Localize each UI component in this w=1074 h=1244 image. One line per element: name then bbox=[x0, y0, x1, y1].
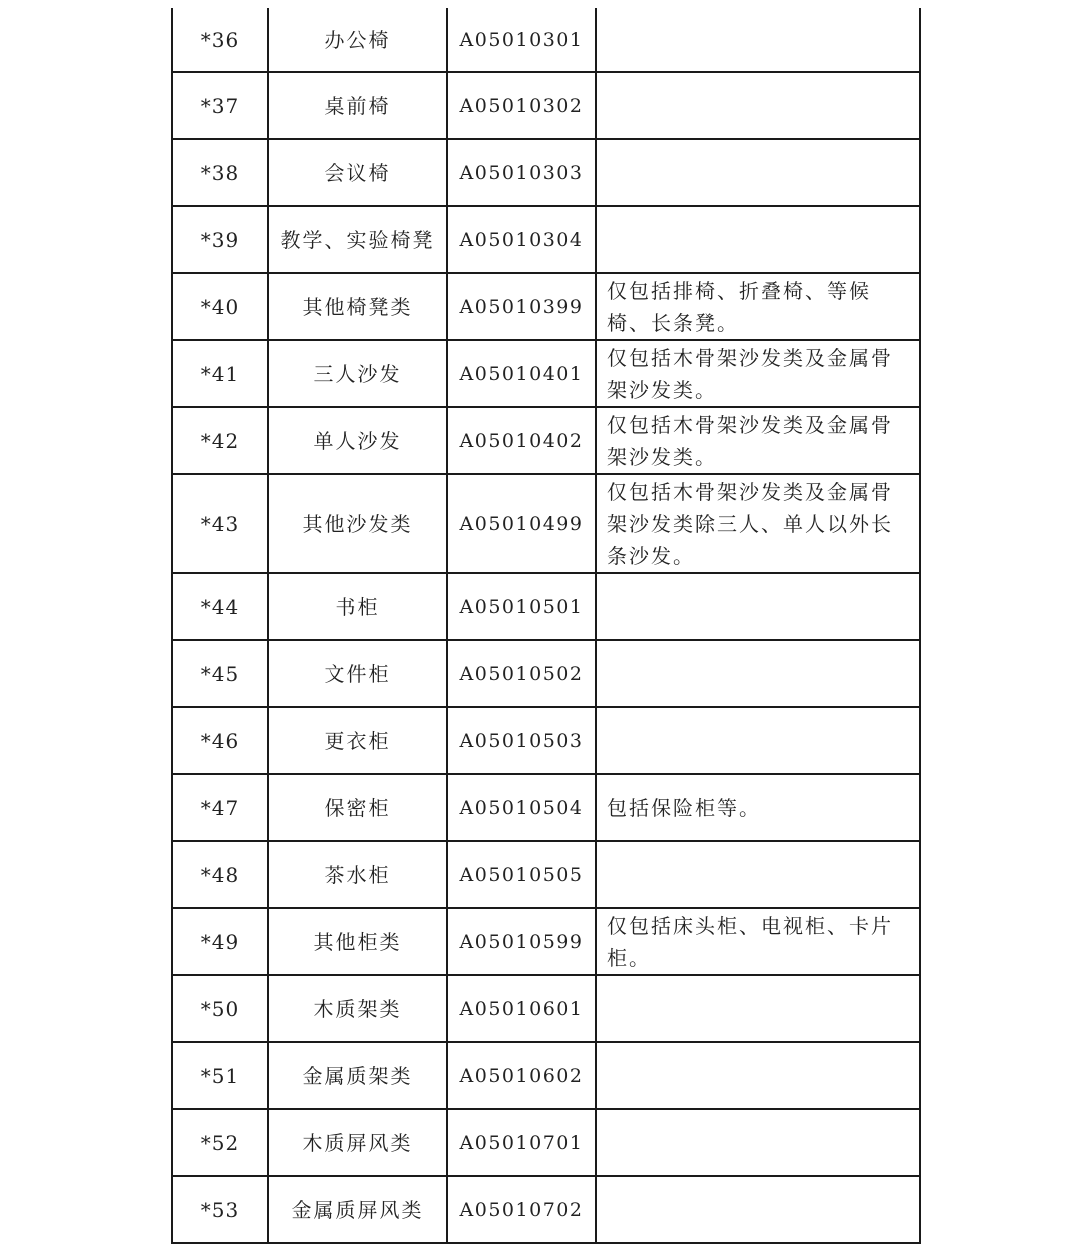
item-note bbox=[596, 139, 920, 206]
item-code: A05010702 bbox=[447, 1176, 596, 1243]
item-note bbox=[596, 841, 920, 908]
item-name: 更衣柜 bbox=[268, 707, 447, 774]
item-name: 木质架类 bbox=[268, 975, 447, 1042]
table-row bbox=[172, 72, 920, 139]
item-number: *36 bbox=[172, 8, 268, 72]
item-name: 其他沙发类 bbox=[268, 474, 447, 573]
table-row bbox=[172, 707, 920, 774]
table-row bbox=[172, 474, 920, 573]
item-name: 桌前椅 bbox=[268, 72, 447, 139]
item-note: 仅包括床头柜、电视柜、卡片柜。 bbox=[596, 908, 920, 975]
item-number: *51 bbox=[172, 1042, 268, 1109]
catalog-table bbox=[171, 8, 921, 1244]
item-name: 书柜 bbox=[268, 573, 447, 640]
item-name: 文件柜 bbox=[268, 640, 447, 707]
item-code: A05010501 bbox=[447, 573, 596, 640]
table-row bbox=[172, 841, 920, 908]
item-number: *50 bbox=[172, 975, 268, 1042]
item-name: 其他椅凳类 bbox=[268, 273, 447, 340]
item-code: A05010499 bbox=[447, 474, 596, 573]
item-note bbox=[596, 1176, 920, 1243]
item-number: *41 bbox=[172, 340, 268, 407]
item-number: *38 bbox=[172, 139, 268, 206]
item-number: *39 bbox=[172, 206, 268, 273]
table-row bbox=[172, 1176, 920, 1243]
table-row bbox=[172, 273, 920, 340]
item-note bbox=[596, 1109, 920, 1176]
item-note bbox=[596, 8, 920, 72]
item-code: A05010399 bbox=[447, 273, 596, 340]
item-number: *40 bbox=[172, 273, 268, 340]
item-name: 三人沙发 bbox=[268, 340, 447, 407]
item-code: A05010301 bbox=[447, 8, 596, 72]
item-note: 仅包括木骨架沙发类及金属骨架沙发类除三人、单人以外长条沙发。 bbox=[596, 474, 920, 573]
item-number: *42 bbox=[172, 407, 268, 474]
item-note bbox=[596, 1042, 920, 1109]
table-row bbox=[172, 908, 920, 975]
item-number: *47 bbox=[172, 774, 268, 841]
item-note bbox=[596, 975, 920, 1042]
item-note bbox=[596, 573, 920, 640]
item-name: 木质屏风类 bbox=[268, 1109, 447, 1176]
table-row bbox=[172, 8, 920, 72]
item-name: 茶水柜 bbox=[268, 841, 447, 908]
item-code: A05010503 bbox=[447, 707, 596, 774]
item-name: 其他柜类 bbox=[268, 908, 447, 975]
item-name: 单人沙发 bbox=[268, 407, 447, 474]
item-code: A05010303 bbox=[447, 139, 596, 206]
item-note: 仅包括木骨架沙发类及金属骨架沙发类。 bbox=[596, 407, 920, 474]
item-code: A05010304 bbox=[447, 206, 596, 273]
item-note bbox=[596, 707, 920, 774]
item-code: A05010504 bbox=[447, 774, 596, 841]
item-name: 教学、实验椅凳 bbox=[268, 206, 447, 273]
item-note bbox=[596, 206, 920, 273]
item-name: 保密柜 bbox=[268, 774, 447, 841]
item-number: *48 bbox=[172, 841, 268, 908]
table-row bbox=[172, 1109, 920, 1176]
item-note: 仅包括木骨架沙发类及金属骨架沙发类。 bbox=[596, 340, 920, 407]
table-row bbox=[172, 640, 920, 707]
item-number: *52 bbox=[172, 1109, 268, 1176]
item-code: A05010401 bbox=[447, 340, 596, 407]
item-code: A05010505 bbox=[447, 841, 596, 908]
item-name: 会议椅 bbox=[268, 139, 447, 206]
item-number: *49 bbox=[172, 908, 268, 975]
item-number: *46 bbox=[172, 707, 268, 774]
item-code: A05010502 bbox=[447, 640, 596, 707]
table-row bbox=[172, 1042, 920, 1109]
catalog-table-container bbox=[171, 8, 919, 1244]
item-note bbox=[596, 72, 920, 139]
item-number: *53 bbox=[172, 1176, 268, 1243]
item-note bbox=[596, 640, 920, 707]
item-number: *43 bbox=[172, 474, 268, 573]
item-number: *44 bbox=[172, 573, 268, 640]
table-row bbox=[172, 206, 920, 273]
item-code: A05010599 bbox=[447, 908, 596, 975]
item-code: A05010601 bbox=[447, 975, 596, 1042]
table-row bbox=[172, 975, 920, 1042]
item-name: 金属质屏风类 bbox=[268, 1176, 447, 1243]
item-note: 仅包括排椅、折叠椅、等候椅、长条凳。 bbox=[596, 273, 920, 340]
item-code: A05010602 bbox=[447, 1042, 596, 1109]
item-number: *45 bbox=[172, 640, 268, 707]
item-code: A05010701 bbox=[447, 1109, 596, 1176]
item-code: A05010302 bbox=[447, 72, 596, 139]
table-row bbox=[172, 573, 920, 640]
table-row bbox=[172, 139, 920, 206]
table-row bbox=[172, 340, 920, 407]
table-row bbox=[172, 407, 920, 474]
table-row bbox=[172, 774, 920, 841]
item-code: A05010402 bbox=[447, 407, 596, 474]
item-number: *37 bbox=[172, 72, 268, 139]
item-name: 金属质架类 bbox=[268, 1042, 447, 1109]
item-note: 包括保险柜等。 bbox=[596, 774, 920, 841]
item-name: 办公椅 bbox=[268, 8, 447, 72]
